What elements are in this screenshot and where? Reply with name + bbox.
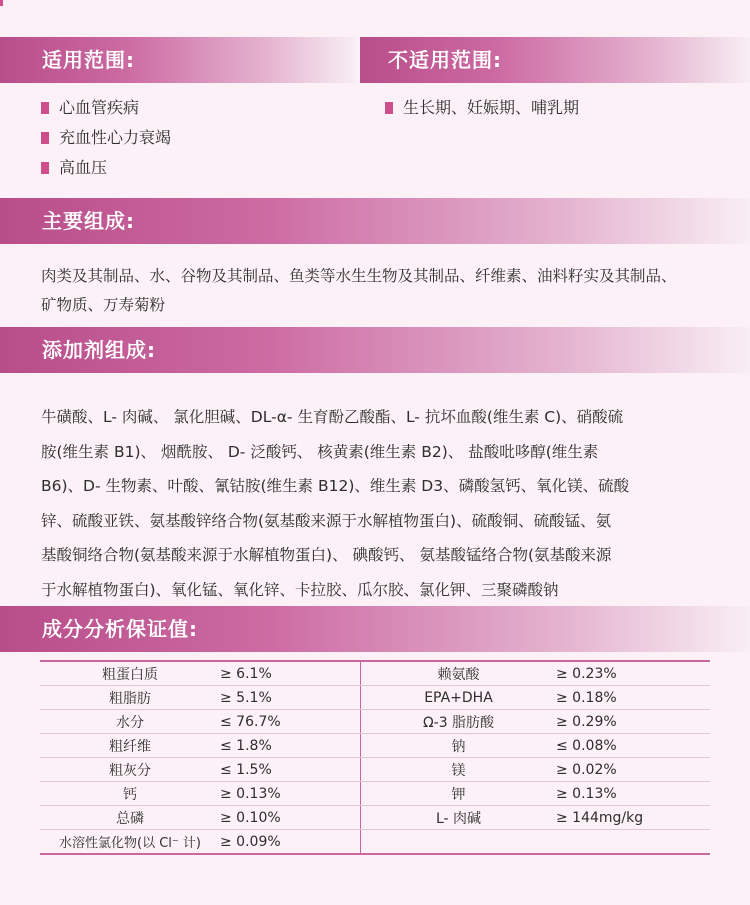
nutrient-name: 总磷 xyxy=(40,806,220,830)
additives-text xyxy=(41,400,629,607)
text-line: 胺(维生素 B1)、 烟酰胺、 D- 泛酸钙、 核黄素(维生素 B2)、 盐酸吡哆醇(维生素 xyxy=(41,442,599,461)
list-item: 生长期、妊娠期、哺乳期 xyxy=(385,93,579,123)
nutrient-value: ≥ 0.13% xyxy=(556,782,710,806)
nutrient-name xyxy=(361,830,557,855)
nutrient-value: ≥ 0.29% xyxy=(556,710,710,734)
applicable-header xyxy=(0,37,356,83)
additives-header xyxy=(0,327,750,373)
nutrient-name: 钙 xyxy=(40,782,220,806)
applicable-title: 适用范围: xyxy=(42,48,135,72)
nutrient-value: ≤ 76.7% xyxy=(220,710,348,734)
nutrient-name: 粗蛋白质 xyxy=(40,661,220,686)
table-row xyxy=(40,710,710,734)
nutrient-value: ≥ 0.09% xyxy=(220,830,348,855)
not-applicable-header xyxy=(360,37,750,83)
column-divider xyxy=(348,710,361,734)
nutrient-name: 镁 xyxy=(361,758,557,782)
table-row xyxy=(40,661,710,686)
nutrient-value: ≤ 1.8% xyxy=(220,734,348,758)
nutrient-name: 钾 xyxy=(361,782,557,806)
column-divider xyxy=(348,686,361,710)
nutrient-value: ≥ 6.1% xyxy=(220,661,348,686)
column-divider xyxy=(348,830,361,855)
nutrient-name: 赖氨酸 xyxy=(361,661,557,686)
text-line: 锌、硫酸亚铁、氨基酸锌络合物(氨基酸来源于水解植物蛋白)、硫酸铜、硫酸锰、氨 xyxy=(41,511,612,530)
guaranteed-analysis-header xyxy=(0,606,750,652)
nutrient-value: ≥ 0.18% xyxy=(556,686,710,710)
top-accent-line xyxy=(0,0,750,6)
main-composition-title: 主要组成: xyxy=(42,209,135,233)
text-line: 于水解植物蛋白)、氧化锰、氧化锌、卡拉胶、瓜尔胶、氯化钾、三聚磷酸钠 xyxy=(41,580,559,599)
table-row xyxy=(40,686,710,710)
nutrient-value: ≤ 0.08% xyxy=(556,734,710,758)
main-composition-header xyxy=(0,198,750,244)
column-divider xyxy=(348,734,361,758)
column-divider xyxy=(348,806,361,830)
list-item: 心血管疾病 xyxy=(41,93,171,123)
text-line: 肉类及其制品、水、谷物及其制品、鱼类等水生生物及其制品、纤维素、油料籽实及其制品、 xyxy=(41,267,677,285)
nutrient-value xyxy=(556,830,710,855)
table-row xyxy=(40,758,710,782)
text-line: B6)、D- 生物素、叶酸、氰钴胺(维生素 B12)、维生素 D3、磷酸氢钙、氧化镁、硫酸 xyxy=(41,477,630,495)
nutrient-name: EPA+DHA xyxy=(361,686,557,710)
table-row xyxy=(40,806,710,830)
guaranteed-analysis-table xyxy=(40,660,710,855)
main-composition-text xyxy=(41,262,677,320)
column-divider xyxy=(348,782,361,806)
list-item: 高血压 xyxy=(41,153,171,183)
nutrient-name: 粗脂肪 xyxy=(40,686,220,710)
nutrient-value: ≤ 1.5% xyxy=(220,758,348,782)
text-line: 基酸铜络合物(氨基酸来源于水解植物蛋白)、 碘酸钙、 氨基酸锰络合物(氨基酸来源 xyxy=(41,546,612,564)
nutrient-value: ≥ 0.23% xyxy=(556,661,710,686)
nutrient-name: 钠 xyxy=(361,734,557,758)
table-row xyxy=(40,734,710,758)
nutrient-name: 水溶性氯化物(以 Cl⁻ 计) xyxy=(40,830,220,855)
not-applicable-title: 不适用范围: xyxy=(388,48,502,72)
table-row xyxy=(40,830,710,855)
additives-title: 添加剂组成: xyxy=(42,338,156,362)
nutrient-value: ≥ 0.13% xyxy=(220,782,348,806)
nutrient-value: ≥ 0.02% xyxy=(556,758,710,782)
applicable-list xyxy=(41,93,171,183)
text-line: 矿物质、万寿菊粉 xyxy=(41,296,166,314)
nutrient-name: 粗灰分 xyxy=(40,758,220,782)
column-divider xyxy=(348,661,361,686)
nutrient-name: L- 肉碱 xyxy=(361,806,557,830)
text-line: 牛磺酸、L- 肉碱、 氯化胆碱、DL-α- 生育酚乙酸酯、L- 抗坏血酸(维生素 C)、硝酸硫 xyxy=(41,408,624,426)
nutrient-name: Ω-3 脂肪酸 xyxy=(361,710,557,734)
list-item: 充血性心力衰竭 xyxy=(41,123,171,153)
nutrient-value: ≥ 144mg/kg xyxy=(556,806,710,830)
table-row xyxy=(40,782,710,806)
guaranteed-analysis-title: 成分分析保证值: xyxy=(42,617,198,641)
not-applicable-list xyxy=(385,93,579,123)
nutrient-name: 水分 xyxy=(40,710,220,734)
nutrient-value: ≥ 5.1% xyxy=(220,686,348,710)
column-divider xyxy=(348,758,361,782)
nutrient-name: 粗纤维 xyxy=(40,734,220,758)
nutrient-value: ≥ 0.10% xyxy=(220,806,348,830)
